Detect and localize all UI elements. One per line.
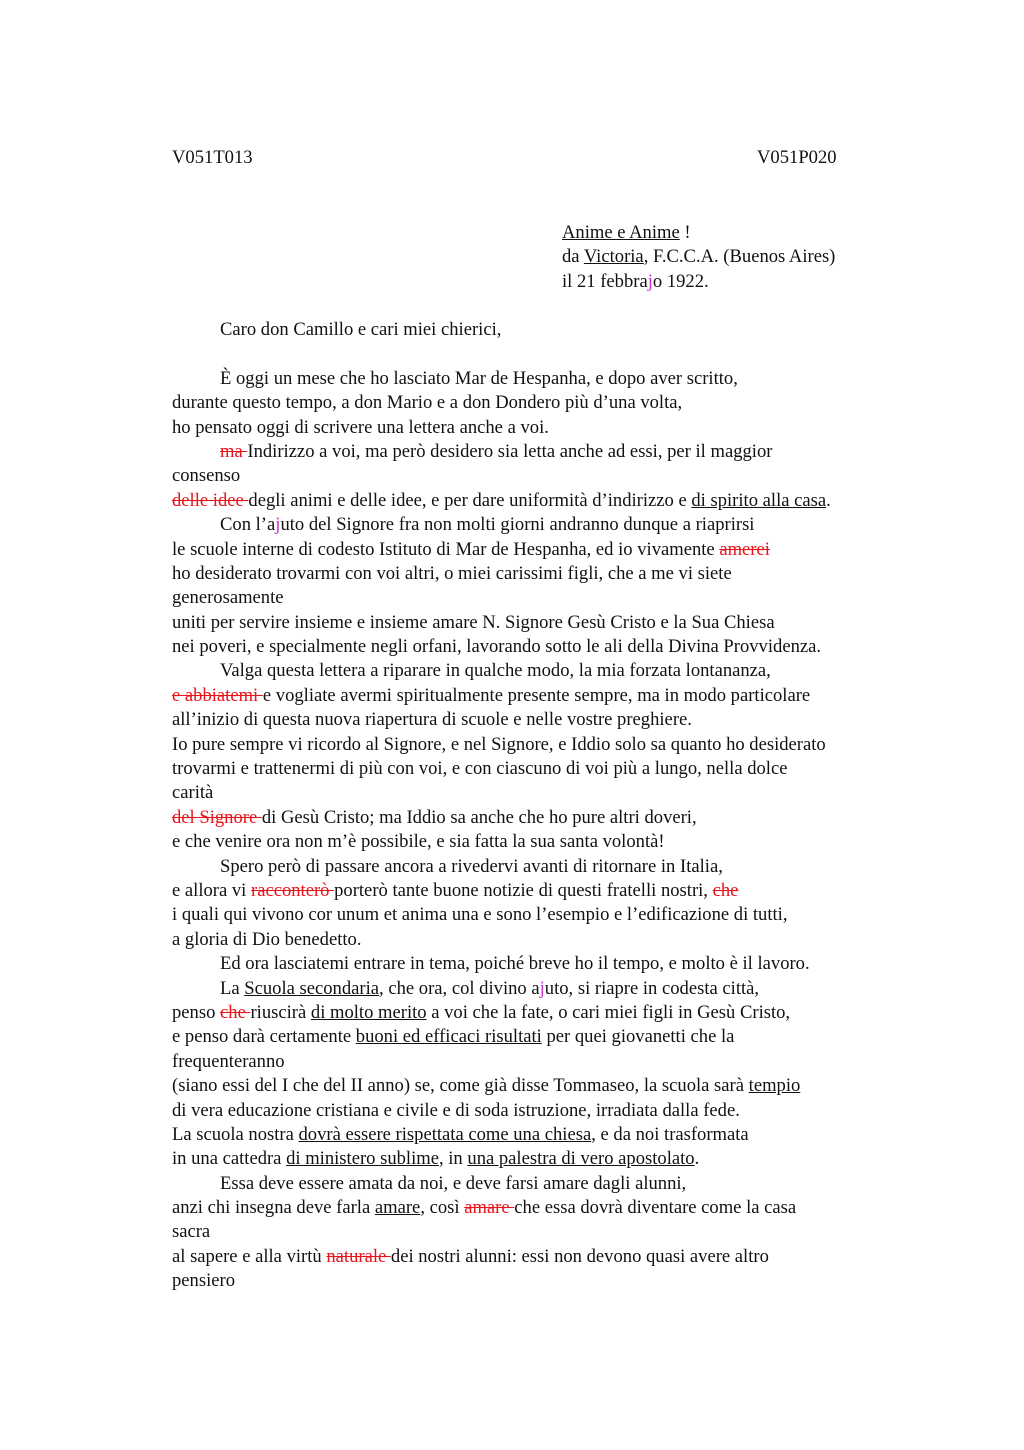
deleted-text: delle idee — [172, 489, 249, 511]
text-segment: penso — [172, 1001, 221, 1023]
text-segment: uto del Signore fra non molti giorni andranno dunque a riaprirsi — [280, 514, 755, 536]
text-segment: porterò tante buone notizie di questi fratelli nostri, — [334, 879, 713, 901]
text-segment: , così — [420, 1197, 465, 1219]
text-line — [172, 1123, 932, 1147]
text-line: uniti per servire insieme e insieme amare N. Signore Gesù Cristo e la Sua Chiesa — [172, 611, 775, 633]
deleted-text: amerei — [719, 538, 770, 560]
text-line — [172, 1001, 932, 1025]
heading-date-a: il 21 febbra — [562, 270, 648, 292]
heading-place-line — [562, 245, 835, 269]
text-segment: per quei giovanetti che la — [541, 1026, 735, 1048]
text-line: sacra — [172, 1221, 211, 1243]
text-segment: e vogliate avermi spiritualmente presente sempre, ma in modo particolare — [262, 684, 811, 706]
text-line: consenso — [172, 465, 241, 487]
inserted-letter: j — [647, 270, 653, 292]
heading-title: Anime e Anime — [562, 222, 680, 243]
heading-date-b: o 1922. — [652, 270, 709, 292]
heading-title-punct: ! — [679, 222, 691, 243]
text-segment: e penso darà certamente — [172, 1026, 356, 1048]
text-line — [172, 1074, 932, 1098]
document-code-left: V051T013 — [172, 147, 253, 168]
text-line — [172, 1196, 932, 1220]
text-line: all’inizio di questa nuova riapertura di scuole e nelle vostre preghiere. — [172, 709, 692, 731]
deleted-text: che — [712, 879, 739, 901]
text-segment: (siano essi del I che del II anno) se, come già disse Tommaseo, la scuola sarà — [172, 1075, 749, 1097]
text-line: Spero però di passare ancora a rivedervi avanti di ritornare in Italia, — [220, 855, 723, 877]
text-segment: degli animi e delle idee, e per dare uniformità d’indirizzo e — [248, 489, 692, 511]
text-segment: , e da noi trasformata — [591, 1123, 749, 1145]
text-segment: di Gesù Cristo; ma Iddio sa anche che ho pure altri doveri, — [261, 806, 697, 828]
deleted-text: amare — [464, 1197, 515, 1219]
text-segment: dei nostri alunni: essi non devono quasi avere altro — [390, 1245, 769, 1267]
text-segment: al sapere e alla virtù — [172, 1245, 327, 1267]
text-line — [172, 538, 932, 562]
text-line: Valga questa lettera a riparare in qualche modo, la mia forzata lontananza, — [220, 660, 771, 682]
text-line — [172, 440, 932, 464]
text-line: trovarmi e trattenermi di più con voi, e con ciascuno di voi più a lungo, nella dolce — [172, 758, 788, 780]
text-segment: , in — [438, 1148, 468, 1170]
text-line: pensiero — [172, 1270, 235, 1292]
text-line — [172, 1147, 932, 1171]
text-segment: La — [220, 977, 245, 999]
text-segment: che essa dovrà diventare come la casa — [514, 1197, 797, 1219]
text-line: nei poveri, e specialmente negli orfani, lavorando sotto le ali della Divina Provvidenza. — [172, 636, 822, 658]
text-line: Io pure sempre vi ricordo al Signore, e nel Signore, e Iddio solo sa quanto ho desiderato — [172, 733, 826, 755]
inserted-letter: j — [539, 977, 545, 999]
text-segment: La scuola nostra — [172, 1123, 299, 1145]
text-segment: . — [826, 489, 831, 511]
text-line — [172, 977, 932, 1001]
text-line: ho pensato oggi di scrivere una lettera anche a voi. — [172, 416, 549, 438]
salutation: Caro don Camillo e cari miei chierici, — [220, 319, 502, 340]
letter-heading — [562, 221, 835, 294]
text-line — [172, 879, 932, 903]
heading-date-line — [562, 270, 835, 294]
text-segment: uto, si riapre in codesta città, — [544, 977, 760, 999]
text-line — [172, 513, 932, 537]
text-line — [172, 1025, 932, 1049]
underlined-text: di molto merito — [310, 1001, 427, 1023]
text-line: a gloria di Dio benedetto. — [172, 928, 362, 950]
text-line — [172, 489, 932, 513]
text-line — [172, 1245, 932, 1269]
inserted-letter: j — [275, 514, 281, 536]
underlined-text: di ministero sublime — [286, 1148, 439, 1170]
underlined-text: amare — [374, 1197, 421, 1219]
text-segment: a voi che la fate, o cari miei figli in Gesù Cristo, — [426, 1001, 791, 1023]
text-line — [172, 806, 932, 830]
deleted-text: e abbiatemi — [172, 684, 263, 706]
text-line: È oggi un mese che ho lasciato Mar de Hespanha, e dopo aver scritto, — [220, 367, 738, 389]
text-segment: Con l’a — [220, 514, 276, 536]
heading-place: Victoria — [583, 246, 644, 268]
text-line: durante questo tempo, a don Mario e a don Dondero più d’una volta, — [172, 392, 683, 414]
text-line — [172, 684, 932, 708]
underlined-text: di spirito alla casa — [691, 489, 827, 511]
heading-place-suffix: , F.C.C.A. (Buenos Aires) — [643, 246, 836, 268]
text-line: generosamente — [172, 587, 284, 609]
paragraph-gap — [172, 342, 932, 366]
letter-body — [172, 318, 932, 1294]
underlined-text: tempio — [748, 1075, 801, 1097]
text-segment: riuscirà — [250, 1001, 311, 1023]
text-segment: . — [694, 1148, 700, 1170]
deleted-text: che — [220, 1001, 251, 1023]
underlined-text: buoni ed efficaci risultati — [355, 1026, 542, 1048]
document-code-right: V051P020 — [757, 147, 837, 168]
text-segment: le scuole interne di codesto Istituto di Mar de Hespanha, ed io vivamente — [172, 538, 720, 560]
text-line: Essa deve essere amata da noi, e deve farsi amare dagli alunni, — [220, 1172, 687, 1194]
heading-place-prefix: da — [562, 246, 584, 268]
deleted-text: naturale — [326, 1245, 391, 1267]
text-line: Ed ora lasciatemi entrare in tema, poiché breve ho il tempo, e molto è il lavoro. — [220, 953, 810, 975]
text-line: i quali qui vivono cor unum et anima una e sono l’esempio e l’edificazione di tutti, — [172, 904, 788, 926]
deleted-text: ma — [220, 440, 248, 462]
heading-title-line — [562, 221, 835, 245]
text-segment: e allora vi — [172, 879, 251, 901]
text-line: ho desiderato trovarmi con voi altri, o miei carissimi figli, che a me vi siete — [172, 562, 732, 584]
underlined-text: Scuola secondaria — [244, 977, 380, 999]
text-line: frequenteranno — [172, 1050, 285, 1072]
text-line: di vera educazione cristiana e civile e di soda istruzione, irradiata dalla fede. — [172, 1099, 740, 1121]
text-segment: in una cattedra — [172, 1148, 287, 1170]
text-segment: Indirizzo a voi, ma però desidero sia letta anche ad essi, per il maggior — [247, 440, 773, 462]
underlined-text: dovrà essere rispettata come una chiesa — [298, 1123, 592, 1145]
text-line: carità — [172, 782, 214, 804]
deleted-text: del Signore — [172, 806, 262, 828]
underlined-text: una palestra di vero apostolato — [467, 1148, 695, 1170]
deleted-text: racconterò — [251, 879, 335, 901]
text-segment: , che ora, col divino a — [379, 977, 540, 999]
text-line: e che venire ora non m’è possibile, e sia fatta la sua santa volontà! — [172, 831, 665, 853]
text-segment: anzi chi insegna deve farla — [172, 1197, 375, 1219]
